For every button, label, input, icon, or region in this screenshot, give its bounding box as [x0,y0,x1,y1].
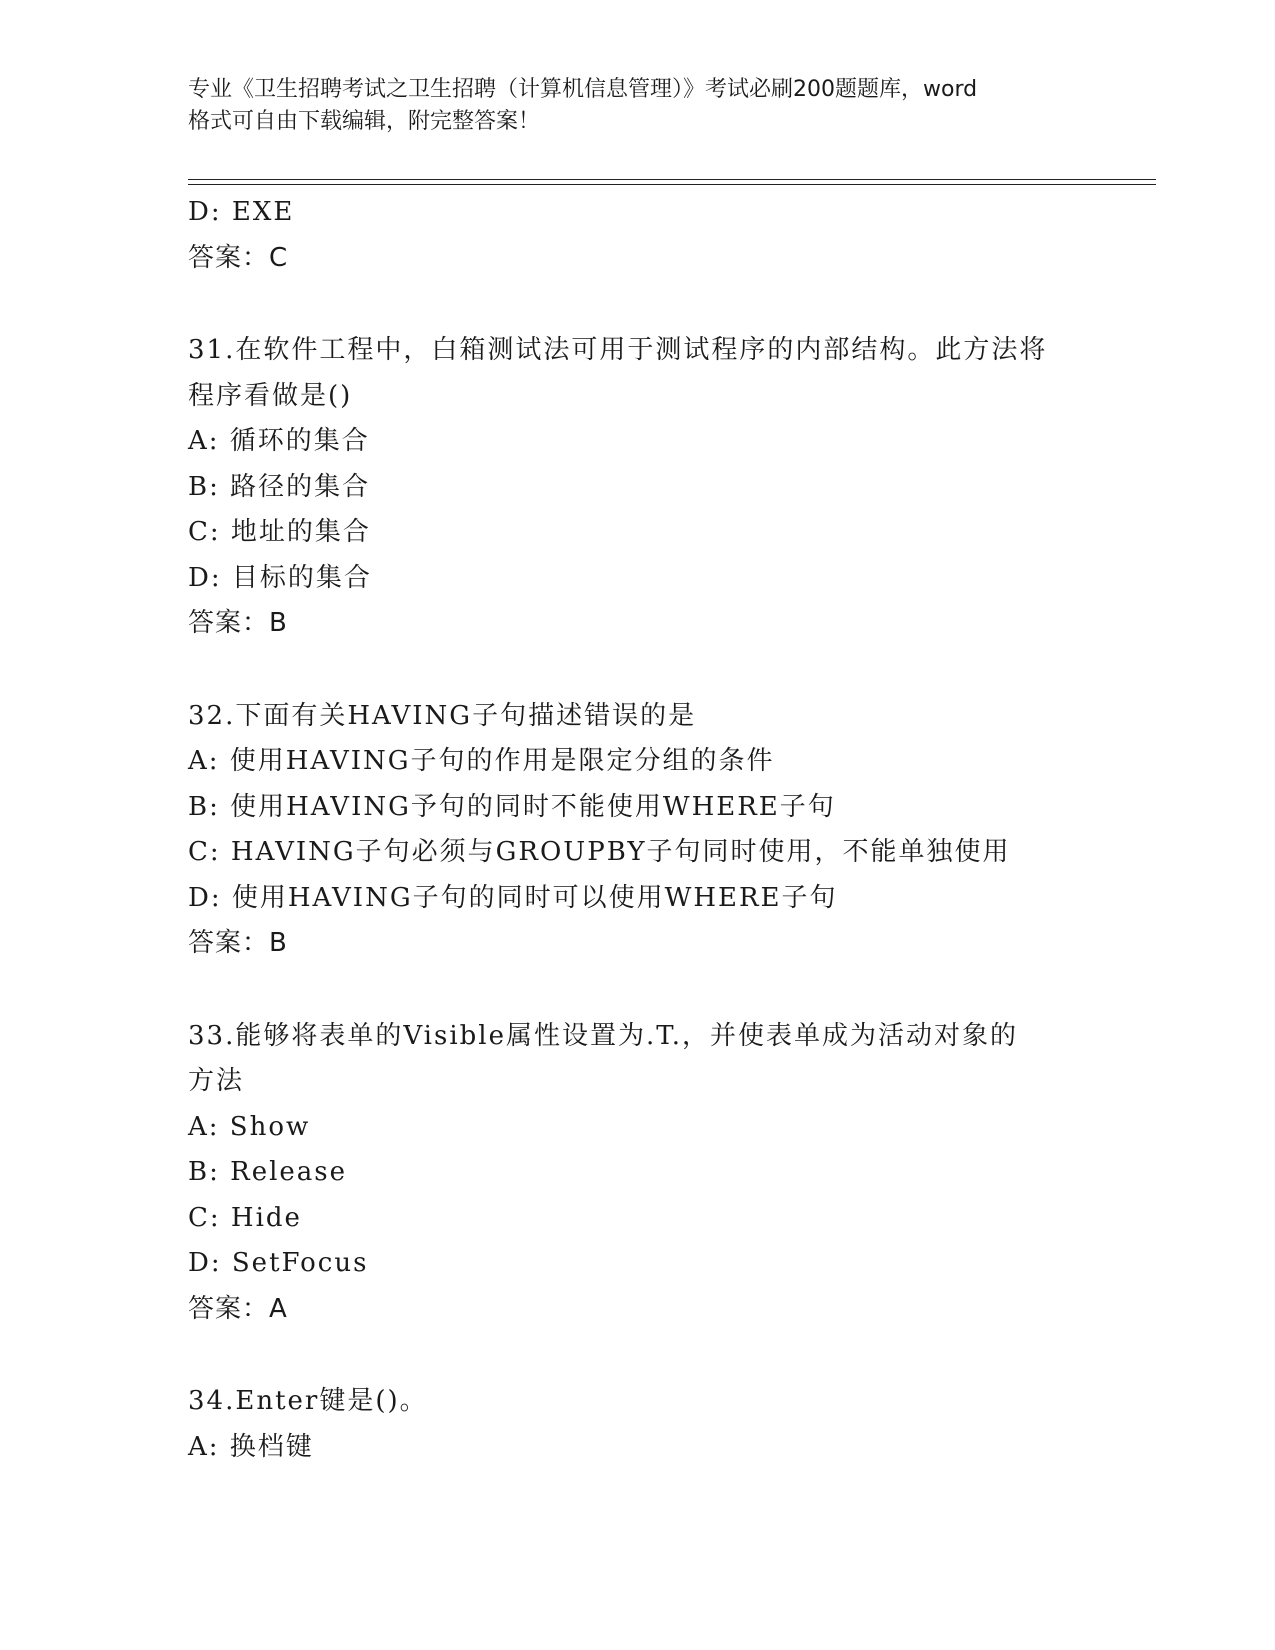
question-33 [188,1014,1088,1333]
option-d: D: 使用HAVING子句的同时可以使用WHERE子句 [188,882,838,913]
option-c: C: 地址的集合 [188,517,371,547]
option-c: C: Hide [188,1202,302,1233]
option-a: A: 循环的集合 [188,426,370,456]
header-divider-top [188,179,1156,180]
option-b: B: 使用HAVING予句的同时不能使用WHERE子句 [188,791,836,822]
question-34 [188,1379,1088,1470]
header-title-line-2: 格式可自由下载编辑，附完整答案！ [188,109,541,134]
spacer [188,281,1088,328]
option-d: D: SetFocus [188,1248,369,1278]
question-text: 34.Enter键是()。 [188,1386,428,1416]
option-d: D: EXE [188,197,295,227]
question-content [188,190,1088,1470]
spacer [188,647,1088,694]
spacer [188,967,1088,1014]
answer-line: 答案：B [188,608,288,638]
question-text: 31.在软件工程中，白箱测试法可用于测试程序的内部结构。此方法将 [188,335,1048,365]
option-a: A: Show [188,1111,311,1142]
question-30-tail [188,190,1088,281]
option-d: D: 目标的集合 [188,562,372,593]
question-text-continued: 程序看做是() [188,380,353,411]
option-b: B: 路径的集合 [188,471,371,502]
answer-line: 答案：C [188,242,289,273]
header-divider-bottom [188,184,1156,185]
option-c: C: HAVING子句必须与GROUPBY子句同时使用，不能单独使用 [188,837,1011,867]
answer-line: 答案：A [188,1293,288,1324]
question-text-continued: 方法 [188,1066,245,1096]
header-title-line-1: 专业《卫生招聘考试之卫生招聘（计算机信息管理）》考试必刷200题题库，word [188,77,978,102]
question-31 [188,328,1088,647]
option-a: A: 换档键 [188,1431,314,1462]
question-text: 33.能够将表单的Visible属性设置为.T.，并使表单成为活动对象的 [188,1020,1019,1051]
question-text: 32.下面有关HAVING子句描述错误的是 [188,700,697,731]
question-32 [188,694,1088,967]
page-header [188,74,1088,138]
answer-line: 答案：B [188,928,288,958]
option-b: B: Release [188,1157,348,1187]
option-a: A: 使用HAVING子句的作用是限定分组的条件 [188,746,775,776]
spacer [188,1332,1088,1379]
